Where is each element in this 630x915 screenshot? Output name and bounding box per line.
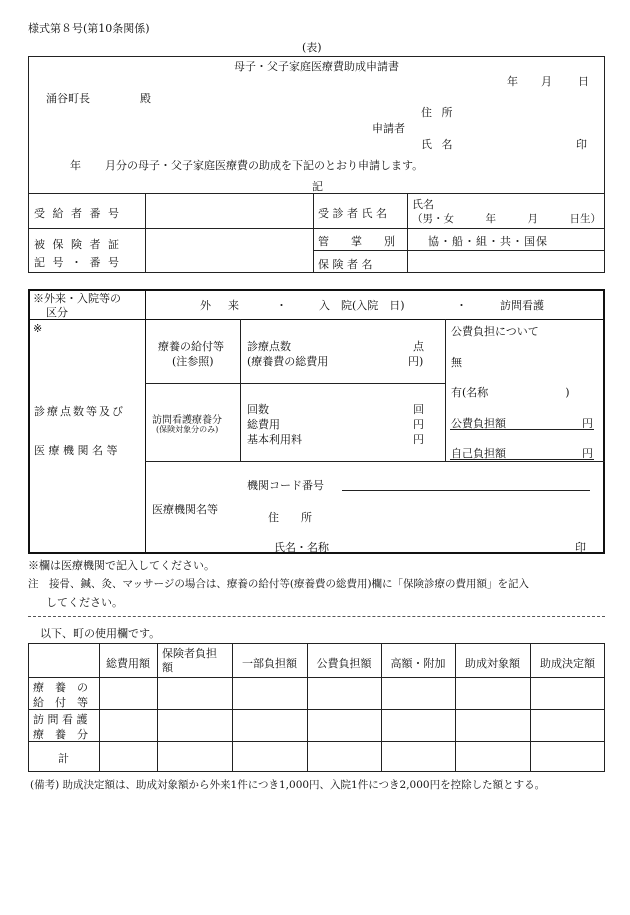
points-label: 診療点数 [247,340,291,353]
remarks: (備考) 助成決定額は、助成対象額から外来1件につき1,000円、入院1件につき2,000円を控除した額とする。 [30,779,546,791]
category-inpatient: 入 院(入院 日) [319,299,405,312]
points-unit: 点 [413,340,424,353]
insured-label-1: 被 保 険 者 証 [34,238,121,251]
total-cost-label: (療養費の総費用 [247,355,329,368]
note-2-line-1: 注 接骨、鍼、灸、マッサージの場合は、療養の給付等(療養費の総費用)欄に「保険診療の費用額」を記入 [28,578,530,590]
times-label: 回数 [247,403,269,416]
public-yes: 有(名称 ) [451,386,570,399]
addressee-name: 涌谷町長 [46,92,90,105]
request-year: 年 [70,159,81,172]
header-high-cost: 高額・附加 [390,657,446,670]
institution-name-label: 氏名・名称 [274,541,329,554]
row-benefit-2: 給 付 等 [33,696,88,709]
category-label-2: 区分 [46,306,68,319]
office-use-label: 以下、町の使用欄です。 [40,627,161,640]
category-visit: 訪問看護 [500,299,544,312]
star-mark: ※ [33,322,43,335]
public-amount-unit: 円 [582,417,593,430]
public-amount-label: 公費負担額 [451,417,506,430]
left-label-2: 医 療 機 関 名 等 [34,444,118,457]
addressee-honorific: 殿 [140,92,151,105]
benefit-label-1: 療養の給付等 [158,340,224,353]
header-insurer-burden: 保険者負担額 [162,647,217,674]
ki-label: 記 [312,180,323,193]
basic-fee-label: 基本利用料 [247,433,302,446]
form-title: 母子・父子家庭医療費助成申請書 [234,60,399,73]
row-total: 計 [58,752,69,765]
jurisdiction-label: 管 掌 別 [318,235,395,248]
category-dot-2: ・ [456,299,467,312]
institution-seal: 印 [575,541,586,554]
row-visit-1: 訪 問 看 護 [33,713,88,726]
institution-address-label: 住 所 [268,511,312,524]
form-label: 様式第８号(第10条関係) [28,22,150,35]
institution-label: 医療機関名等 [152,503,218,516]
page-side: (表) [302,41,322,54]
self-amount-unit: 円 [582,447,593,460]
patient-name-label: 受 診 者 氏 名 [318,207,387,220]
header-total-cost: 総費用額 [106,657,150,670]
benefit-label-2: (注参照) [172,355,214,368]
basic-fee-unit: 円 [413,433,424,446]
header-partial-burden: 一部負担額 [242,657,297,670]
visit-note: (保険対象分のみ) [156,425,219,434]
category-label-1: ※外来・入院等の [33,292,121,305]
header-public-burden: 公費負担額 [316,657,372,670]
header-subsidy-decision: 助成決定額 [540,657,595,670]
public-none: 無 [451,356,462,369]
date-day: 日 [578,75,589,88]
note-1: ※欄は医療機関で記入してください。 [28,559,215,572]
request-body: 月分の母子・父子家庭医療費の助成を下記のとおり申請します。 [105,159,424,172]
row-visit-2: 療 養 分 [33,728,88,741]
applicant-seal: 印 [576,138,587,151]
category-outpatient: 外 来 [200,299,242,312]
total-cost-unit: 円) [408,355,424,368]
applicant-label: 申請者 [372,122,405,135]
times-unit: 回 [413,403,424,416]
self-amount-label: 自己負担額 [451,447,506,460]
applicant-address-label: 住 所 [421,106,456,119]
visit-label: 訪問看護療養分 [152,415,222,426]
jurisdiction-values: 協・船・組・共・国保 [428,235,548,248]
row-benefit-1: 療 養 の [33,681,88,694]
patient-name-field-label: 氏名 [412,198,434,211]
left-label-1: 診療点数等及び [34,405,125,418]
sex-birth-label: （男・女 年 月 日生） [412,213,601,225]
date-year: 年 [507,75,518,88]
date-month: 月 [541,75,552,88]
total-unit: 円 [413,418,424,431]
note-2-line-2: してください。 [46,596,123,609]
cut-line [28,616,605,617]
insured-label-2: 記 号 ・ 番 号 [34,256,121,269]
applicant-name-label: 氏 名 [421,138,456,151]
recipient-number-label: 受 給 者 番 号 [34,207,121,220]
insurer-name-label: 保 険 者 名 [318,258,373,271]
total-label: 総費用 [247,418,280,431]
header-subsidy-target: 助成対象額 [465,657,520,670]
public-title: 公費負担について [451,325,539,338]
institution-code-label: 機関コード番号 [247,479,324,492]
category-dot-1: ・ [276,299,287,312]
